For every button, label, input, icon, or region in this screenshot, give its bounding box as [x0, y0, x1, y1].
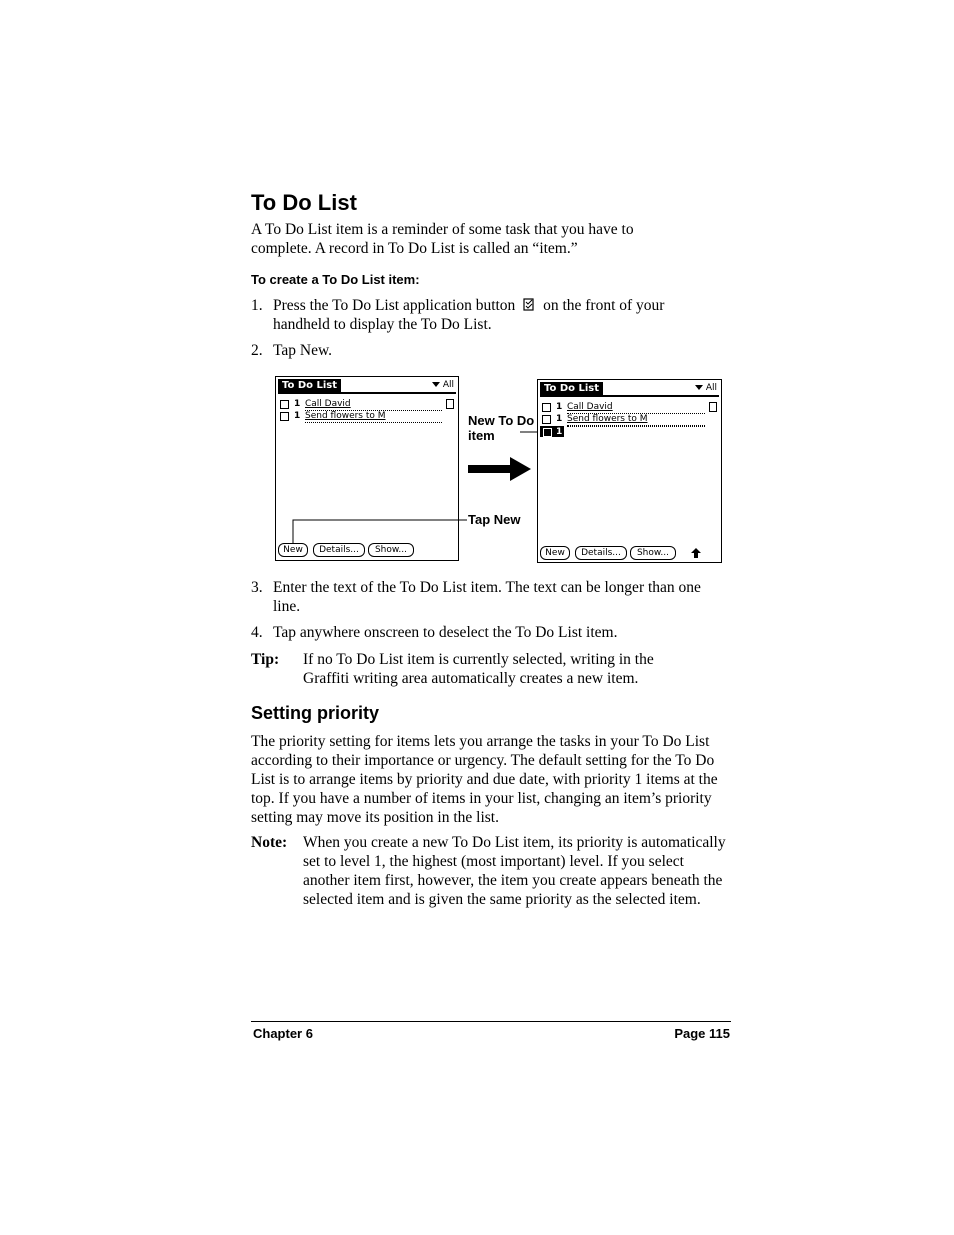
step-4: 4. Tap anywhere onscreen to deselect the To Do List item.: [251, 624, 618, 641]
triangle-down-icon: [695, 385, 703, 390]
screen-title: To Do List: [540, 382, 603, 395]
todo-item-row[interactable]: 1 Call David: [542, 401, 717, 413]
checkbox-icon[interactable]: [280, 400, 289, 409]
section-heading: Setting priority: [251, 703, 380, 723]
checkbox-icon[interactable]: [542, 415, 551, 424]
procedure-title: To create a To Do List item:: [251, 272, 420, 287]
todo-item-row[interactable]: 1 Send flowers to M: [542, 413, 717, 425]
show-button[interactable]: Show...: [630, 546, 676, 560]
page-title: To Do List: [251, 190, 357, 215]
step-1-text-before: Press the To Do List application button: [273, 297, 516, 314]
details-button[interactable]: Details...: [575, 546, 627, 560]
note-icon: [446, 399, 454, 409]
tap-new-callout: Tap New: [468, 512, 521, 527]
new-button[interactable]: New: [278, 543, 308, 557]
up-arrow-icon[interactable]: [690, 547, 702, 559]
step-1-text-after: on the front of your handheld to display the To Do List.: [273, 297, 665, 333]
todo-screen-after: [537, 379, 722, 563]
tip: Tip: If no To Do List item is currently selected, writing in the Graffiti writing area automatically creates a new item.: [251, 651, 654, 687]
screen-title: To Do List: [278, 379, 341, 392]
step-3: 3. Enter the text of the To Do List item. The text can be longer than one line.: [251, 579, 701, 615]
checkbox-icon[interactable]: [280, 412, 289, 421]
show-button[interactable]: Show...: [368, 543, 414, 557]
todo-item-row[interactable]: 1 Call David: [280, 398, 454, 410]
triangle-down-icon: [432, 382, 440, 387]
details-button[interactable]: Details...: [313, 543, 365, 557]
new-todo-item-row[interactable]: 1: [542, 426, 717, 438]
right-arrow-icon: [468, 456, 532, 482]
todo-item-row[interactable]: 1 Send flowers to M: [280, 410, 454, 422]
footer-chapter: Chapter 6: [253, 1026, 313, 1041]
priority-paragraph: The priority setting for items lets you arrange the tasks in your To Do List according to their importance or urgency. The default setting for the To Do List is to arrange items by priority and due date, with priority 1 items at the top. If you have a number of items in your list, changing an item’s priority setting may move its position in the list.: [251, 733, 718, 826]
new-button[interactable]: New: [540, 546, 570, 560]
note-icon: [709, 402, 717, 412]
checkbox-icon[interactable]: [542, 403, 551, 412]
category-picker[interactable]: All: [432, 380, 454, 390]
step-1: 1. Press the To Do List application button on the front of your handheld to display the To Do List.: [251, 297, 665, 333]
step-2: 2. Tap New.: [251, 342, 333, 359]
note: Note: When you create a new To Do List item, its priority is automatically set to level 1, the highest (most important) level. If you select another item first, however, the item you create appears beneath the selected item and is given the same priority as the selected item.: [251, 834, 726, 908]
intro-paragraph: A To Do List item is a reminder of some task that you have to complete. A record in To Do List is called an “item.”: [251, 221, 634, 257]
footer-rule: [251, 1021, 731, 1022]
checkbox-icon[interactable]: [543, 428, 552, 437]
tap-new-leader-line: [290, 515, 470, 545]
category-picker[interactable]: All: [695, 383, 717, 393]
todo-app-button-icon: [521, 298, 537, 312]
new-item-callout: New To Do item: [468, 413, 535, 443]
footer-page: Page 115: [674, 1026, 730, 1041]
